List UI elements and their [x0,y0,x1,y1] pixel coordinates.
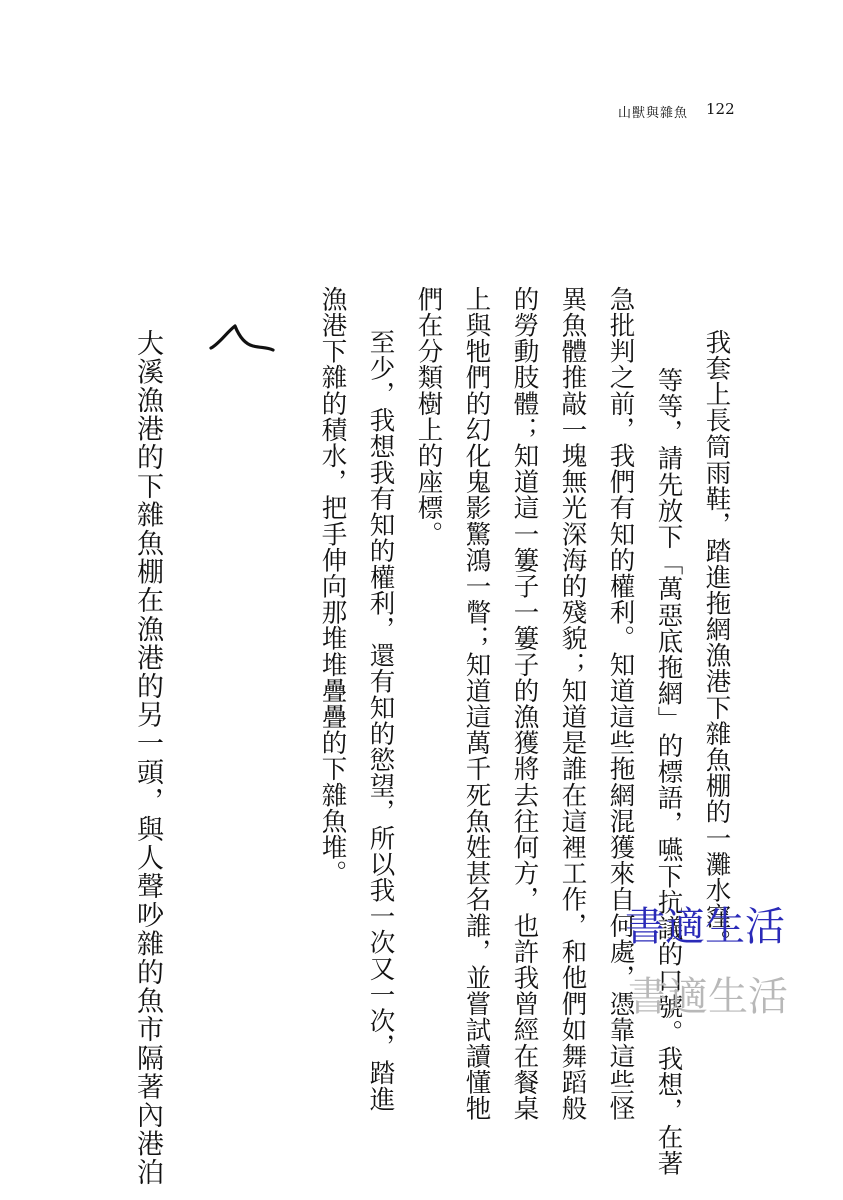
page-number: 122 [706,100,735,118]
text-column-6: 上與牠們的幻化鬼影驚鴻一瞥；知道這萬千死魚姓甚名誰，並嘗試讀懂牠 [461,286,492,1122]
running-title: 山獸與雜魚 [618,106,689,121]
text-column-2: 等等，請先放下「萬惡底拖網」的標語，嚥下抗議的口號。我想，在著 [653,367,684,1177]
text-column-7: 們在分類樹上的座標。 [413,286,444,547]
section-break-brush-icon [205,318,277,362]
watermark-logo-shadow: 書適生活 [628,974,788,1020]
text-column-9: 漁港下雜的積水，把手伸向那堆堆疊疊的下雜魚堆。 [317,286,348,887]
watermark-logo: 書適生活 [625,904,785,950]
text-column-10: 大溪漁港的下雜魚棚在漁港的另一頭，與人聲吵雜的魚市隔著內港泊 [132,329,163,1187]
text-column-4: 異魚體推敲一塊無光深海的殘貌；知道是誰在這裡工作，和他們如舞蹈般 [557,286,588,1122]
text-column-8: 至少，我想我有知的權利，還有知的慾望，所以我一次又一次，踏進 [365,329,396,1112]
text-column-1: 我套上長筒雨鞋，踏進拖網漁港下雜魚棚的一灘水窪。 [701,329,732,956]
text-column-3: 急批判之前，我們有知的權利。知道這些拖網混獲來自何處，憑靠這些怪 [605,286,636,1122]
text-column-5: 的勞動肢體；知道這一簍子一簍子的漁獲將去往何方，也許我曾經在餐桌 [509,286,540,1122]
